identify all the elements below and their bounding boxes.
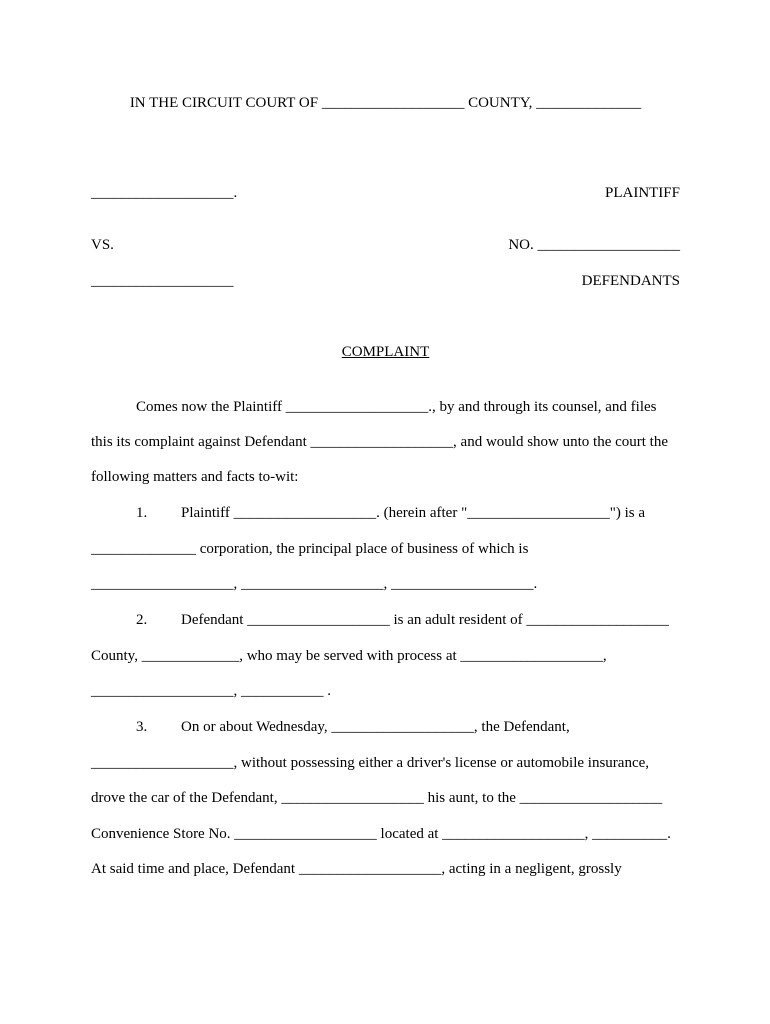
intro-line-3: following matters and facts to-wit: (91, 469, 299, 485)
paragraph-2-number: 2. (136, 612, 148, 628)
versus-row (91, 235, 680, 255)
defendant-name-blank: ___________________ (91, 273, 234, 289)
paragraph-2-first-line: Defendant ___________________ is an adult resident of ___________________ (181, 612, 669, 628)
plaintiff-row (91, 183, 680, 203)
defendant-row (91, 271, 680, 291)
plaintiff-name-blank: ___________________. (91, 185, 238, 201)
paragraph-1-first-line: Plaintiff ___________________. (herein after "___________________") is a (181, 505, 645, 521)
court-heading: IN THE CIRCUIT COURT OF ___________________ COUNTY, ______________ (129, 95, 642, 111)
paragraph-2-line: County, _____________, who may be served with process at ___________________, (91, 648, 607, 664)
complaint-title: COMPLAINT (341, 344, 430, 360)
paragraph-3-line: ___________________, without possessing either a driver's license or automobile insurance, (91, 755, 650, 771)
intro-line-2: this its complaint against Defendant ___________________, and would show unto the court the (91, 434, 669, 450)
paragraph-1-line: ______________ corporation, the principal place of business of which is (91, 541, 529, 557)
paragraph-1-line: ___________________, ___________________, ___________________. (91, 576, 538, 592)
defendants-label: DEFENDANTS (581, 273, 680, 289)
document-title (91, 342, 680, 362)
plaintiff-label: PLAINTIFF (604, 185, 680, 201)
versus-label: VS. (91, 237, 114, 253)
intro-line-1: Comes now the Plaintiff ___________________., by and through its counsel, and files (136, 399, 657, 415)
paragraph-3-first-line: On or about Wednesday, ___________________, the Defendant, (181, 719, 570, 735)
paragraph-3-line: drove the car of the Defendant, ___________________ his aunt, to the ___________________ (91, 790, 663, 806)
paragraph-3-number: 3. (136, 719, 148, 735)
paragraph-3-line: Convenience Store No. ___________________ located at ___________________, __________. (91, 826, 671, 842)
paragraph-2-line: ___________________, ___________ . (91, 683, 331, 699)
case-number: NO. ___________________ (508, 237, 680, 253)
paragraph-1-number: 1. (136, 505, 148, 521)
paragraph-3-line: At said time and place, Defendant ___________________, acting in a negligent, grossly (91, 861, 622, 877)
